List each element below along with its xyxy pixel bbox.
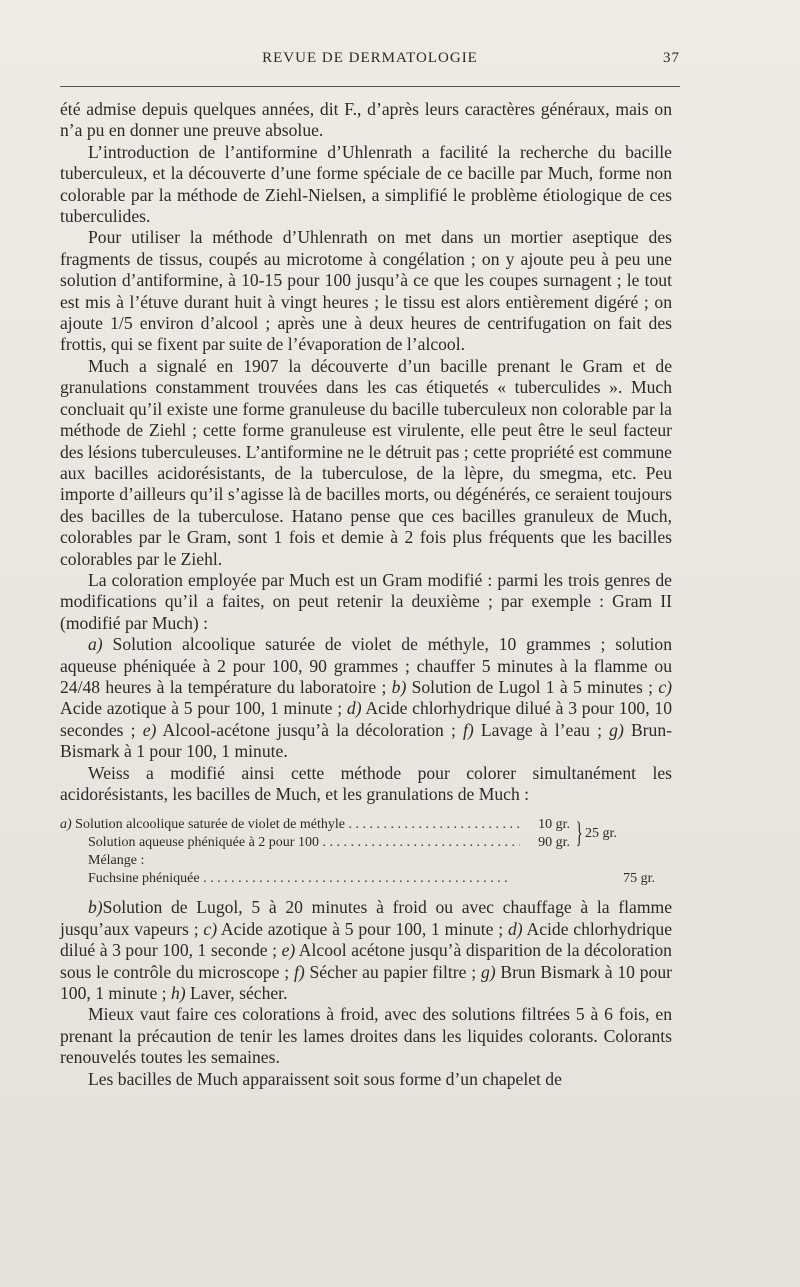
recipe-qty-4: 75 gr. (623, 871, 655, 887)
step-b-text: Solution de Lugol 1 à 5 minutes ; (406, 676, 659, 697)
article-body (60, 99, 672, 1090)
paragraph-3: Pour utiliser la méthode d’Uhlenrath on met dans un mortier aseptique des fragments de tissus, coupés au microtome à congélation ; on y ajoute peu à peu une solution d’antiformine, à 10-15 pour 100 jusqu’à ce que les coupes surnagent ; le tout est mis à l’étuve durant huit à vingt heures ; le tissu est alors entièrement digéré ; on ajoute 1/5 environ d’alcool ; après une à deux heures de centrifugation on fait des frottis, qui se fixent par suite de l’évaporation de l’alcool. (60, 227, 672, 355)
weiss-h-text: Laver, sécher. (185, 983, 288, 1004)
weiss-label-d: d) (508, 918, 523, 939)
recipe-total: 25 gr. (585, 826, 617, 842)
running-header (60, 50, 680, 74)
weiss-label-g: g) (480, 961, 496, 982)
weiss-c-text: Acide azotique à 5 pour 100, 1 minute ; (217, 918, 508, 939)
step-label-f: f) (463, 719, 474, 740)
paragraph-1: été admise depuis quelques années, dit F., d’après leurs caractères généraux, mais on n’a pu en donner une preuve absolue. (60, 99, 672, 141)
step-label-b: b) (391, 676, 407, 697)
weiss-label-f: f) (293, 961, 305, 982)
weiss-b-text: Solution de Lugol, 5 à 20 minutes à froid ou avec chauffage à la flamme jusqu’aux vapeurs ; (60, 897, 672, 939)
step-label-c: c) (658, 676, 672, 697)
weiss-label-e: e) (281, 940, 296, 961)
step-label-e: e) (142, 719, 157, 740)
recipe-line-4 (88, 870, 520, 888)
paragraph-6-gram-method (60, 634, 672, 762)
paragraph-10: Les bacilles de Much apparaissent soit sous forme d’un chapelet de (88, 1068, 562, 1089)
paragraph-7: Weiss a modifié ainsi cette méthode pour colorer simultanément les acidorésistants, les bacilles de Much, et les granulations de Much : (60, 762, 672, 804)
recipe-line-2-text: Solution aqueuse phéniquée à 2 pour 100 (88, 835, 319, 851)
recipe-line-2 (88, 834, 520, 852)
journal-title: REVUE DE DERMATOLOGIE (262, 50, 478, 66)
weiss-e-text: Alcool acétone jusqu’à disparition de la décoloration sous le contrôle du microscope ; (60, 940, 672, 982)
paragraph-5: La coloration employée par Much est un Gram modifié : parmi les trois genres de modifications qu’il a faites, on peut retenir la deuxième ; par exemple : Gram II (modifié par Much) : (60, 569, 672, 633)
step-label-a: a) (88, 634, 103, 655)
recipe-brace: } (575, 816, 583, 850)
weiss-label-c: c) (203, 918, 218, 939)
recipe-line-1-text: Solution alcoolique saturée de violet de méthyle (75, 817, 345, 833)
recipe-table (60, 816, 672, 888)
step-label-g: g) (609, 719, 624, 740)
step-f-text: Lavage à l’eau ; (473, 719, 610, 740)
weiss-g-text: Brun Bismark à 10 pour 100, 1 minute ; (60, 961, 672, 1004)
step-a-text: Solution alcoolique saturée de violet de méthyle, 10 grammes ; solution aqueuse phéniquée à 2 pour 100, 90 grammes ; chauffer 5 minutes à la flamme ou 24/48 heures à la température du laboratoire ; (60, 634, 672, 697)
recipe-label: a) (60, 817, 72, 833)
recipe-line-1 (60, 816, 520, 834)
recipe-line-3: Mélange : (88, 853, 145, 869)
paragraph-8-weiss-steps (60, 897, 672, 1004)
recipe-qty-2: 90 gr. (538, 835, 570, 851)
weiss-label-b: b) (88, 897, 103, 918)
paragraph-4: Much a signalé en 1907 la découverte d’un bacille prenant le Gram et de granulations constamment trouvées dans les cas étiquetés « tuberculides ». Much concluait qu’il existe une forme granuleuse du bacille tuberculeux non colorable par la méthode de Ziehl ; cette forme granuleuse est virulente, elle peut être le seul facteur des lésions tuberculeuses. L’antiformine ne le détruit pas ; cette propriété est commune aux bacilles acidorésistants, de la tuberculose, de la lèpre, du smegma, etc. Peu importe d’ailleurs qu’il s’agisse là de bacilles morts, ou dégénérés, ce seraient toujours des bacilles de la tuberculose. Hatano pense que ces bacilles granuleux de Much, colorables par le Gram, sont 1 fois et demie à 2 fois plus fréquents que les bacilles colorables par le Ziehl. (60, 355, 672, 569)
weiss-d-text: Acide chlorhydrique dilué à 3 pour 100, 1 seconde ; (60, 918, 672, 961)
header-rule (60, 86, 680, 87)
paragraph-2: L’introduction de l’antiformine d’Uhlenrath a facilité la recherche du bacille tuberculeux, et la découverte d’une forme spéciale de ce bacille par Much, forme non colorable par la méthode de Ziehl-Nielsen, a simplifié le problème étiologique de ces tuberculides. (60, 141, 672, 227)
step-label-d: d) (346, 698, 362, 719)
recipe-line-4-text: Fuchsine phéniquée (88, 871, 200, 887)
step-g-text: Brun-Bismark à 1 pour 100, 1 minute. (60, 719, 672, 762)
page-number: 37 (663, 50, 680, 66)
recipe-qty-1: 10 gr. (538, 817, 570, 833)
weiss-label-h: h) (170, 983, 186, 1004)
step-e-text: Alcool-acétone jusqu’à la décoloration ; (156, 719, 464, 740)
weiss-f-text: Sécher au papier filtre ; (304, 961, 481, 982)
paragraph-9: Mieux vaut faire ces colorations à froid, avec des solutions filtrées 5 à 6 fois, en prenant la précaution de tenir les lames droites dans les liquides colorants. Colorants renouvelés toutes les semaines. (60, 1004, 672, 1068)
step-d-text: Acide chlorhydrique dilué à 3 pour 100, 10 secondes ; (60, 698, 672, 740)
step-c-text: Acide azotique à 5 pour 100, 1 minute ; (60, 698, 347, 719)
